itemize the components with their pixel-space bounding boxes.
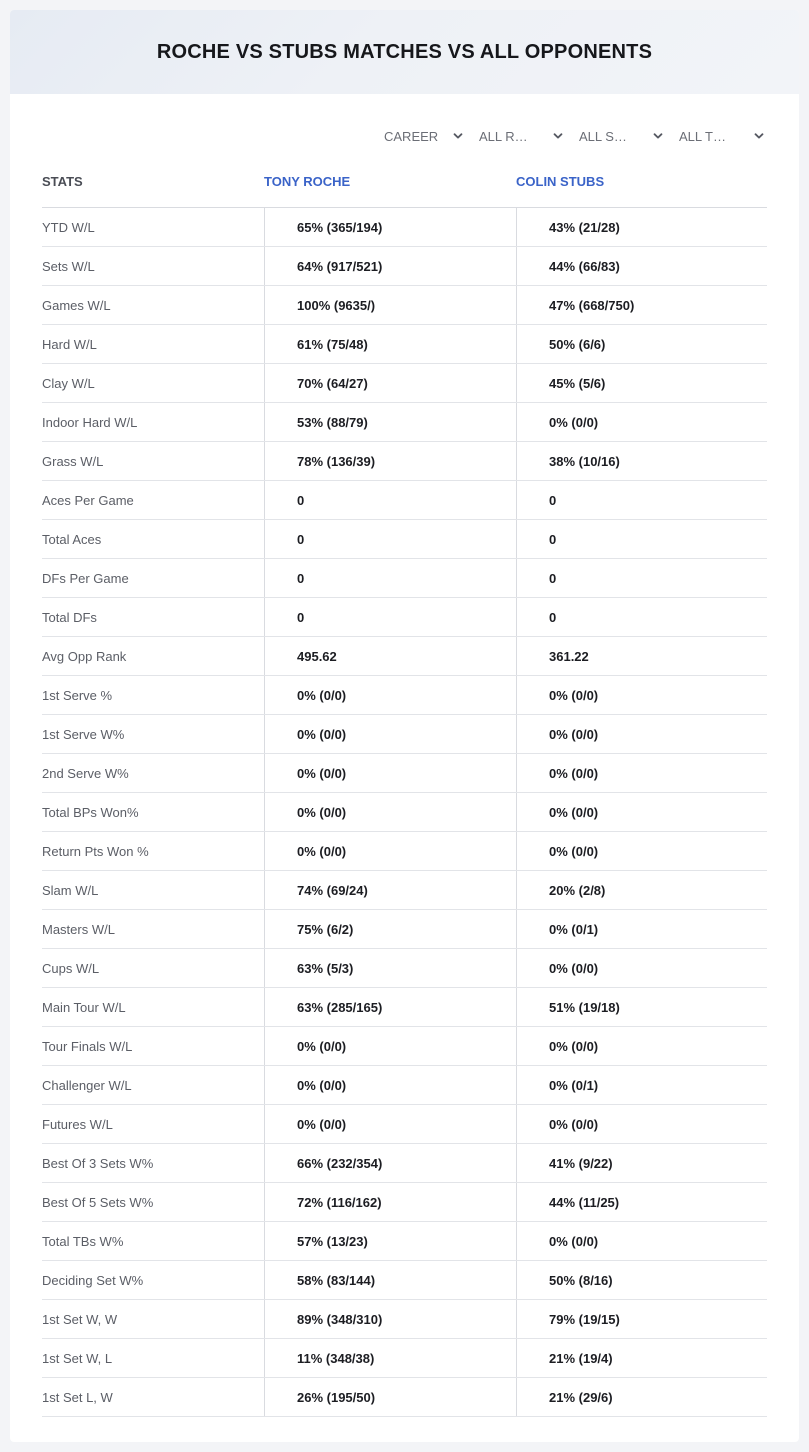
chevron-down-icon (452, 130, 464, 142)
player1-value: 57% (13/23) (264, 1222, 516, 1260)
player1-value: 61% (75/48) (264, 325, 516, 363)
stat-label: 1st Set W, L (42, 1350, 113, 1366)
card-header (10, 10, 799, 94)
player2-value: 50% (8/16) (516, 1261, 767, 1299)
stat-label: Best Of 5 Sets W% (42, 1194, 154, 1210)
table-row (42, 1183, 767, 1222)
player1-value: 78% (136/39) (264, 442, 516, 480)
player2-value: 0% (0/1) (516, 1066, 767, 1104)
stat-label: Slam W/L (42, 882, 99, 898)
player1-value: 0 (264, 520, 516, 558)
stat-label: Avg Opp Rank (42, 648, 127, 664)
stat-label: Challenger W/L (42, 1077, 132, 1093)
table-row (42, 208, 767, 247)
stat-label: 1st Set L, W (42, 1389, 113, 1405)
filter-round-select[interactable] (479, 124, 564, 148)
player2-value: 38% (10/16) (516, 442, 767, 480)
player2-value: 79% (19/15) (516, 1300, 767, 1338)
player1-value: 0% (0/0) (264, 832, 516, 870)
player1-value: 0% (0/0) (264, 1027, 516, 1065)
player1-value: 0% (0/0) (264, 1066, 516, 1104)
player1-value: 26% (195/50) (264, 1378, 516, 1416)
stat-label: Clay W/L (42, 375, 95, 391)
stat-label: 2nd Serve W% (42, 765, 129, 781)
stat-label: 1st Set W, W (42, 1311, 118, 1327)
stat-label: Masters W/L (42, 921, 115, 937)
stat-label: Deciding Set W% (42, 1272, 144, 1288)
table-row (42, 559, 767, 598)
player1-value: 75% (6/2) (264, 910, 516, 948)
stat-label: Sets W/L (42, 258, 95, 274)
player1-value: 0 (264, 481, 516, 519)
stat-label: Indoor Hard W/L (42, 414, 138, 430)
player1-value: 74% (69/24) (264, 871, 516, 909)
filter-tournament-value: ALL T… (679, 128, 726, 144)
filter-surface-select[interactable] (579, 124, 664, 148)
stat-label: 1st Serve % (42, 687, 113, 703)
player2-value: 0 (516, 520, 767, 558)
stats-card (10, 10, 799, 1442)
player1-value: 0% (0/0) (264, 676, 516, 714)
table-body (42, 208, 767, 1417)
table-row (42, 1261, 767, 1300)
chevron-down-icon (652, 130, 664, 142)
player2-value: 361.22 (516, 637, 767, 675)
table-row (42, 520, 767, 559)
table-row (42, 403, 767, 442)
table-row (42, 286, 767, 325)
player2-value: 0% (0/0) (516, 1105, 767, 1143)
player2-value: 0% (0/0) (516, 676, 767, 714)
table-row (42, 1222, 767, 1261)
player1-value: 0 (264, 598, 516, 636)
player2-value: 0% (0/0) (516, 949, 767, 987)
player1-value: 70% (64/27) (264, 364, 516, 402)
player2-value: 51% (19/18) (516, 988, 767, 1026)
stat-label: 1st Serve W% (42, 726, 125, 742)
player1-value: 0 (264, 559, 516, 597)
table-row (42, 1144, 767, 1183)
player1-value: 65% (365/194) (264, 208, 516, 246)
player1-value: 72% (116/162) (264, 1183, 516, 1221)
table-row (42, 988, 767, 1027)
table-row (42, 910, 767, 949)
player2-value: 0 (516, 481, 767, 519)
stat-label: Main Tour W/L (42, 999, 126, 1015)
table-row (42, 247, 767, 286)
page-title: ROCHE VS STUBS MATCHES VS ALL OPPONENTS (156, 40, 653, 63)
player2-value: 47% (668/750) (516, 286, 767, 324)
table-row (42, 715, 767, 754)
stat-label: Games W/L (42, 297, 111, 313)
table-row (42, 325, 767, 364)
player2-value: 50% (6/6) (516, 325, 767, 363)
stat-label: Total TBs W% (42, 1233, 124, 1249)
player1-value: 0% (0/0) (264, 754, 516, 792)
table-row (42, 1105, 767, 1144)
table-row (42, 832, 767, 871)
stat-label: Return Pts Won % (42, 843, 149, 859)
player2-value: 43% (21/28) (516, 208, 767, 246)
player1-value: 0% (0/0) (264, 715, 516, 753)
table-row (42, 481, 767, 520)
player1-value: 64% (917/521) (264, 247, 516, 285)
table-row (42, 1300, 767, 1339)
player1-value: 0% (0/0) (264, 793, 516, 831)
player1-value: 58% (83/144) (264, 1261, 516, 1299)
filter-round-value: ALL R… (479, 128, 528, 144)
player1-value: 63% (5/3) (264, 949, 516, 987)
player2-value: 0% (0/0) (516, 403, 767, 441)
column-header-stats: STATS (42, 174, 83, 189)
player1-value: 89% (348/310) (264, 1300, 516, 1338)
stat-label: Best Of 3 Sets W% (42, 1155, 154, 1171)
player1-value: 53% (88/79) (264, 403, 516, 441)
stat-label: Hard W/L (42, 336, 97, 352)
stat-label: Total DFs (42, 609, 97, 625)
player1-value: 66% (232/354) (264, 1144, 516, 1182)
stat-label: Cups W/L (42, 960, 100, 976)
player2-value: 44% (11/25) (516, 1183, 767, 1221)
table-row (42, 1339, 767, 1378)
stat-label: Total BPs Won% (42, 804, 139, 820)
player2-value: 0% (0/0) (516, 754, 767, 792)
stat-label: Total Aces (42, 531, 102, 547)
table-row (42, 676, 767, 715)
stat-label: YTD W/L (42, 219, 95, 235)
player2-value: 0% (0/0) (516, 832, 767, 870)
filter-surface-value: ALL S… (579, 128, 627, 144)
player2-value: 0 (516, 559, 767, 597)
filter-tournament-select[interactable] (679, 124, 765, 148)
player2-value: 41% (9/22) (516, 1144, 767, 1182)
player1-value: 100% (9635/) (264, 286, 516, 324)
table-row (42, 1027, 767, 1066)
table-row (42, 871, 767, 910)
player2-value: 21% (29/6) (516, 1378, 767, 1416)
table-row (42, 442, 767, 481)
player2-value: 0 (516, 598, 767, 636)
chevron-down-icon (753, 130, 765, 142)
player1-value: 0% (0/0) (264, 1105, 516, 1143)
table-row (42, 364, 767, 403)
table-row (42, 754, 767, 793)
table-row (42, 1378, 767, 1417)
stat-label: Futures W/L (42, 1116, 113, 1132)
player2-value: 0% (0/1) (516, 910, 767, 948)
table-row (42, 793, 767, 832)
stat-label: Grass W/L (42, 453, 104, 469)
column-header-player1[interactable]: TONY ROCHE (264, 174, 351, 189)
filter-bar (10, 124, 799, 148)
column-header-player2[interactable]: COLIN STUBS (516, 174, 605, 189)
player2-value: 0% (0/0) (516, 1222, 767, 1260)
player1-value: 63% (285/165) (264, 988, 516, 1026)
player2-value: 44% (66/83) (516, 247, 767, 285)
table-header (42, 156, 767, 208)
stat-label: Aces Per Game (42, 492, 134, 508)
table-row (42, 637, 767, 676)
player2-value: 0% (0/0) (516, 1027, 767, 1065)
player1-value: 11% (348/38) (264, 1339, 516, 1377)
player1-value: 495.62 (264, 637, 516, 675)
table-row (42, 598, 767, 637)
stat-label: DFs Per Game (42, 570, 129, 586)
stats-table (42, 156, 767, 1417)
chevron-down-icon (552, 130, 564, 142)
stat-label: Tour Finals W/L (42, 1038, 133, 1054)
filter-period-value: CAREER (384, 128, 439, 144)
player2-value: 20% (2/8) (516, 871, 767, 909)
player2-value: 0% (0/0) (516, 793, 767, 831)
filter-period-select[interactable] (384, 124, 464, 148)
table-row (42, 949, 767, 988)
player2-value: 0% (0/0) (516, 715, 767, 753)
player2-value: 45% (5/6) (516, 364, 767, 402)
player2-value: 21% (19/4) (516, 1339, 767, 1377)
table-row (42, 1066, 767, 1105)
